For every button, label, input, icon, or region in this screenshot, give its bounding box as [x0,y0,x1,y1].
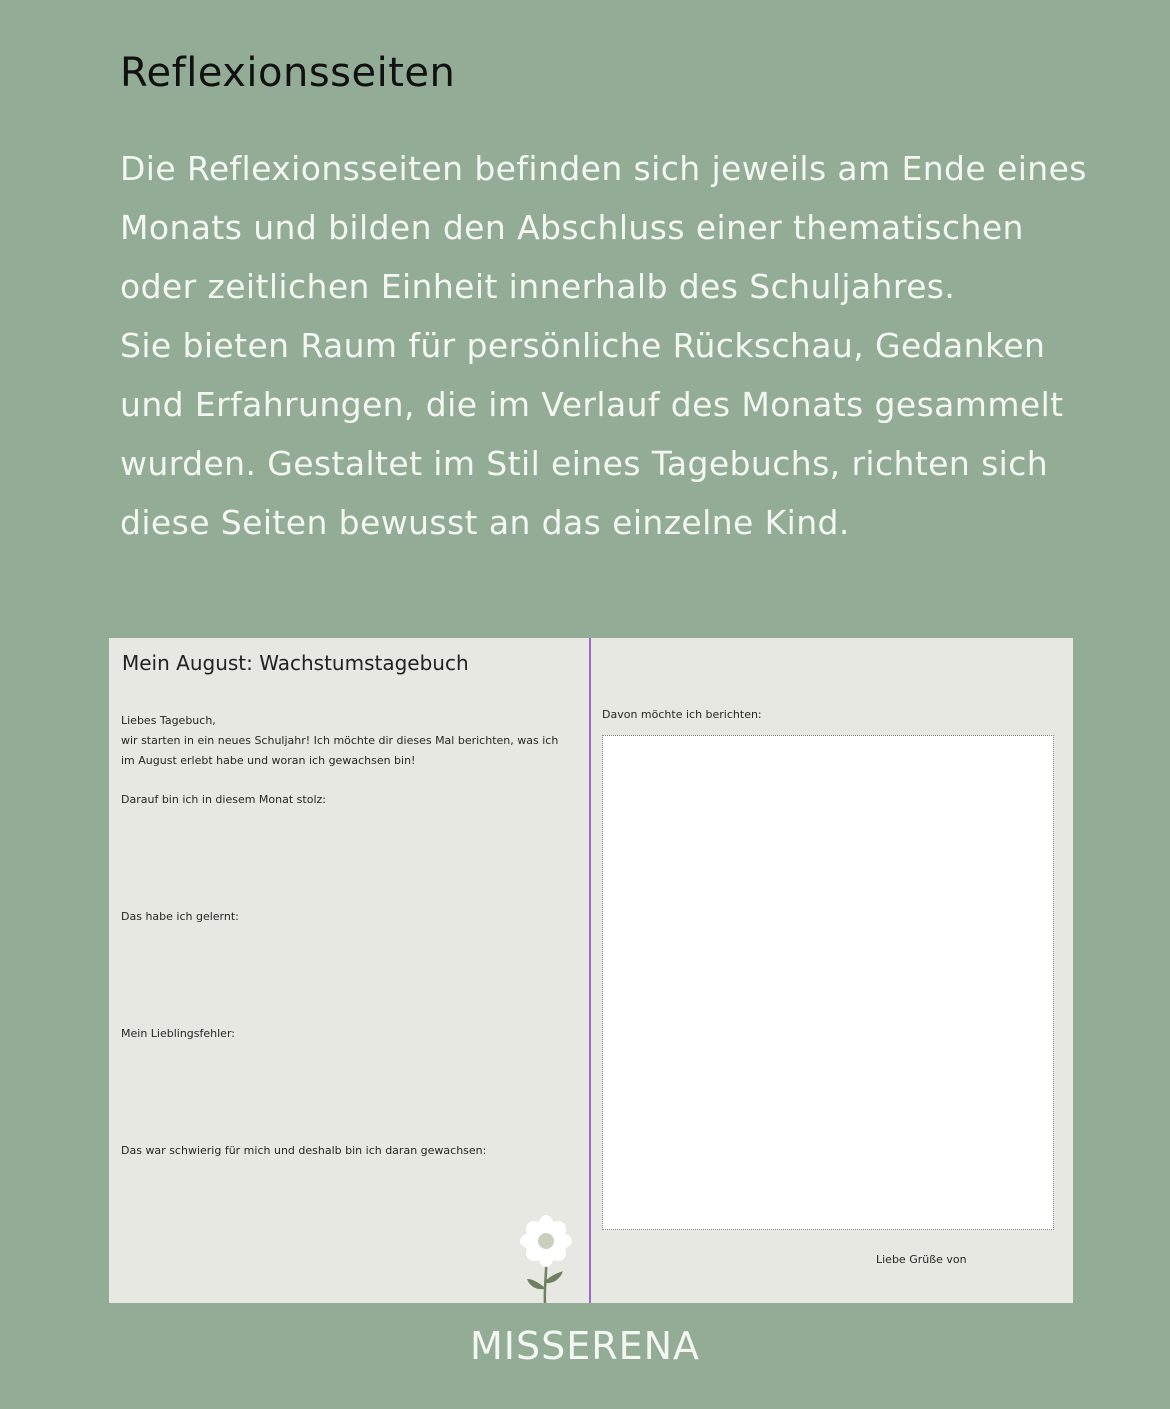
report-label: Davon möchte ich berichten: [602,708,762,721]
intro-line: wurden. Gestaltet im Stil eines Tagebuchs, richten sich [120,444,1049,483]
letter-line: Liebes Tagebuch, [121,714,216,727]
prompt-proud: Darauf bin ich in diesem Monat stolz: [121,793,326,806]
letter-line: wir starten in ein neues Schuljahr! Ich möchte dir dieses Mal berichten, was ich [121,734,559,747]
intro-line: diese Seiten bewusst an das einzelne Kind. [120,503,850,542]
page-divider [589,638,591,1303]
letter-line: im August erlebt habe und woran ich gewachsen bin! [121,754,416,767]
diary-sheet-preview [109,638,1073,1303]
intro-line: Die Reflexionsseiten befinden sich jeweils am Ende eines [120,149,1087,188]
prompt-difficult: Das war schwierig für mich und deshalb bin ich daran gewachsen: [121,1144,487,1157]
diary-heading: Mein August: Wachstumstagebuch [122,651,469,675]
intro-text [120,139,1087,552]
closing-greeting: Liebe Grüße von [876,1253,967,1266]
intro-line: Sie bieten Raum für persönliche Rückschau, Gedanken [120,326,1046,365]
intro-line: Monats und bilden den Abschluss einer thematischen [120,208,1024,247]
brand-logo: MISSERENA [469,1324,701,1368]
prompt-favorite-mistake: Mein Lieblingsfehler: [121,1027,235,1040]
intro-line: oder zeitlichen Einheit innerhalb des Schuljahres. [120,267,956,306]
page-title: Reflexionsseiten [120,50,456,96]
daisy-icon [509,1213,589,1303]
diary-letter [121,711,558,771]
intro-line: und Erfahrungen, die im Verlauf des Monats gesammelt [120,385,1064,424]
report-writing-box [602,735,1054,1230]
prompt-learned: Das habe ich gelernt: [121,910,239,923]
